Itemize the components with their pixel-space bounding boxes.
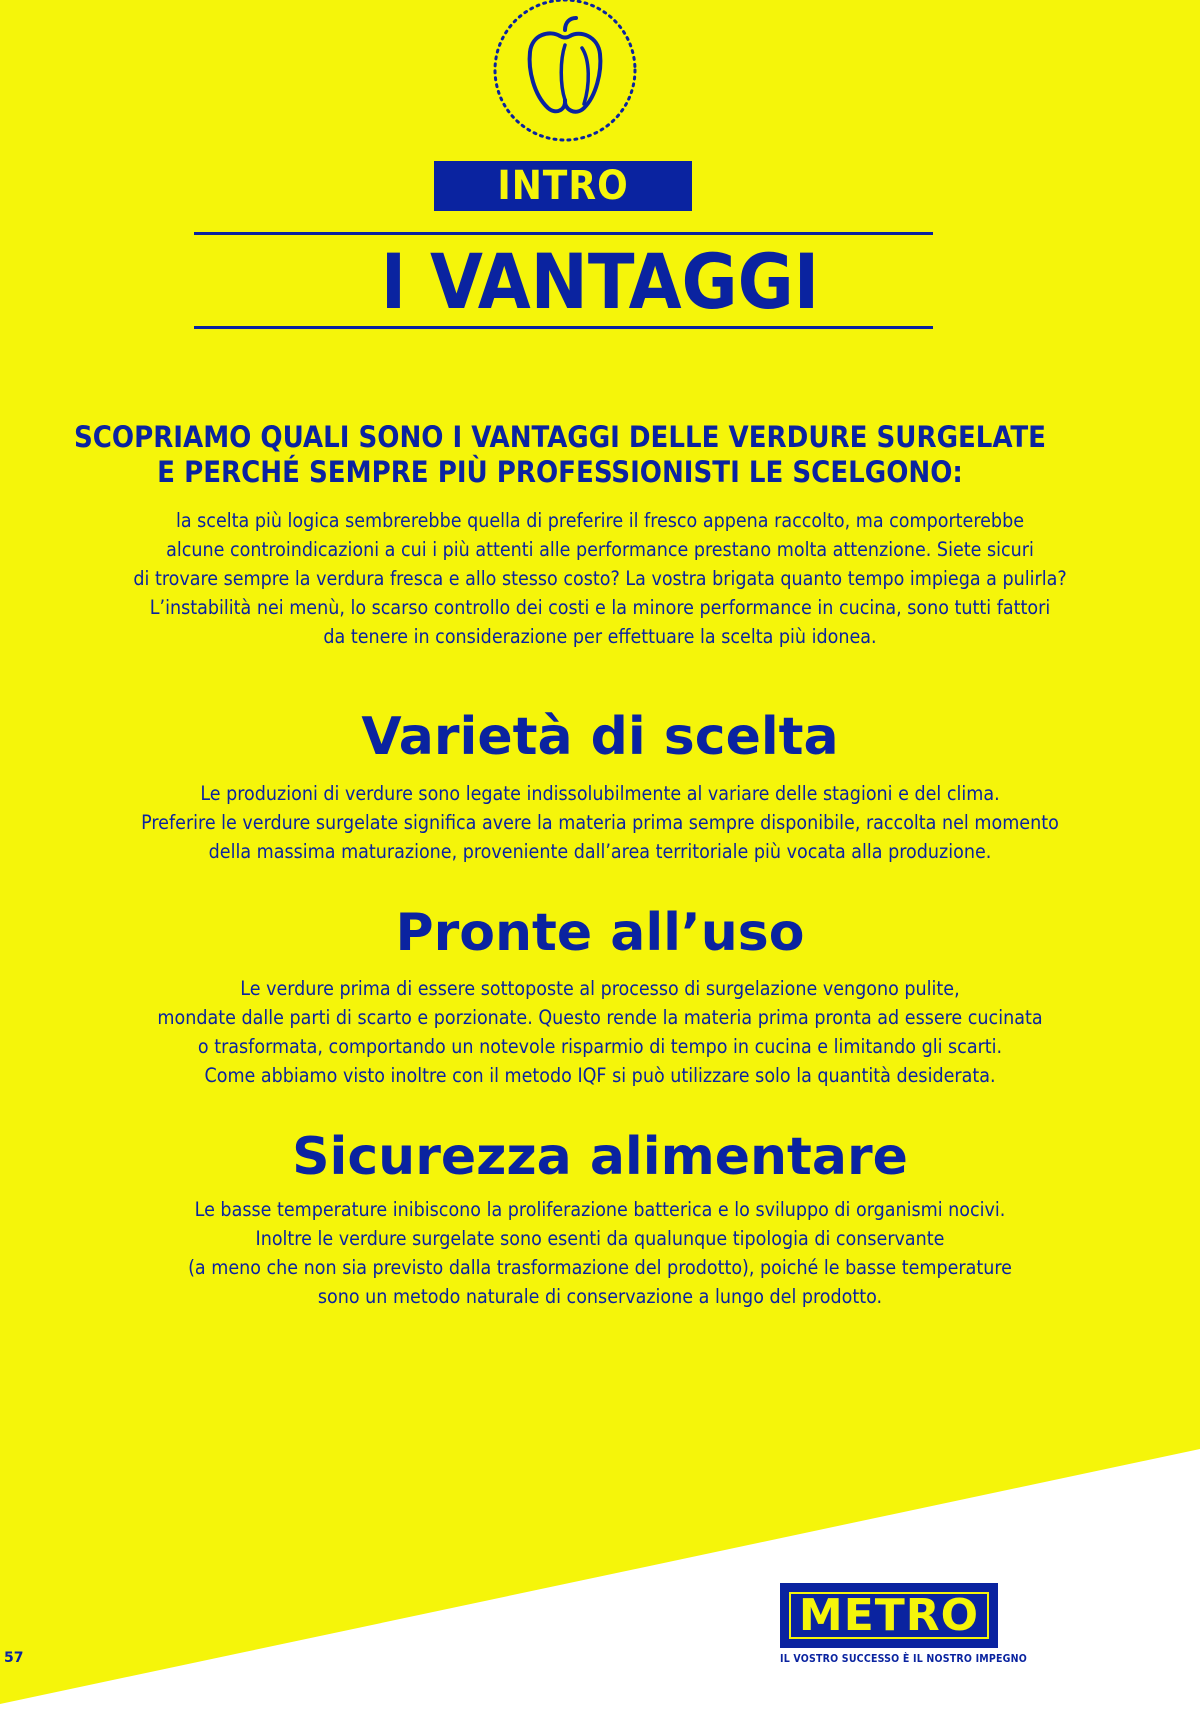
intro-body-line: L’instabilità nei menù, lo scarso controllo dei costi e la minore performance in cucina, sono tutti fattori (149, 596, 1051, 619)
section-body-line: mondate dalle parti di scarto e porzionate. Questo rende la materia prima pronta ad essere cucinata (157, 1006, 1043, 1029)
section-title-pronte: Pronte all’uso (395, 903, 805, 963)
section-body-line: o trasformata, comportando un notevole risparmio di tempo in cucina e limitando gli scarti. (197, 1035, 1003, 1058)
section-body-line: (a meno che non sia previsto dalla trasformazione del prodotto), poiché le basse temperature (188, 1256, 1012, 1279)
intro-body-line: da tenere in considerazione per effettuare la scelta più idonea. (323, 625, 877, 648)
page-number: 57 (4, 1650, 24, 1666)
section-body-varieta (20, 779, 1180, 866)
section-body-line: sono un metodo naturale di conservazione a lungo del prodotto. (317, 1285, 883, 1308)
intro-heading (40, 420, 1080, 490)
intro-body (20, 506, 1180, 651)
intro-tag: INTRO (434, 161, 692, 211)
page-title: I VANTAGGI (380, 237, 820, 326)
section-body-pronte (20, 974, 1180, 1090)
section-body-line: Preferire le verdure surgelate significa avere la materia prima sempre disponibile, raccolta nel momento (141, 811, 1059, 834)
section-body-line: Inoltre le verdure surgelate sono esenti da qualunque tipologia di conservante (255, 1227, 945, 1250)
section-title-varieta: Varietà di scelta (361, 707, 839, 767)
section-body-sicurezza (20, 1195, 1180, 1311)
intro-body-line: la scelta più logica sembrerebbe quella di preferire il fresco appena raccolto, ma comporterebbe (175, 509, 1025, 532)
metro-slogan: IL VOSTRO SUCCESSO È IL NOSTRO IMPEGNO (780, 1653, 1027, 1665)
metro-logo-text: METRO (785, 1588, 993, 1643)
intro-body-line: alcune controindicazioni a cui i più attenti alle performance prestano molta attenzione. Siete sicuri (166, 538, 1034, 561)
section-title-sicurezza: Sicurezza alimentare (292, 1127, 908, 1187)
section-body-line: Le produzioni di verdure sono legate indissolubilmente al variare delle stagioni e del clima. (200, 782, 1000, 805)
section-body-line: Le verdure prima di essere sottoposte al processo di surgelazione vengono pulite, (240, 977, 960, 1000)
title-rule-top (194, 232, 933, 235)
section-body-line: Le basse temperature inibiscono la proliferazione batterica e lo sviluppo di organismi nocivi. (194, 1198, 1006, 1221)
section-body-line: della massima maturazione, proveniente dall’area territoriale più vocata alla produzione. (208, 840, 992, 863)
metro-logo (780, 1583, 998, 1648)
section-body-line: Come abbiamo visto inoltre con il metodo IQF si può utilizzare solo la quantità desiderata. (204, 1064, 996, 1087)
intro-heading-line: E PERCHÉ SEMPRE PIÙ PROFESSIONISTI LE SCELGONO: (157, 455, 963, 489)
white-corner-shape (0, 1449, 1200, 1709)
intro-body-line: di trovare sempre la verdura fresca e allo stesso costo? La vostra brigata quanto tempo impiega a pulirla? (133, 567, 1067, 590)
intro-heading-line: SCOPRIAMO QUALI SONO I VANTAGGI DELLE VERDURE SURGELATE (73, 420, 1046, 454)
title-rule-bottom (194, 326, 933, 329)
bell-pepper-icon (490, 0, 640, 150)
